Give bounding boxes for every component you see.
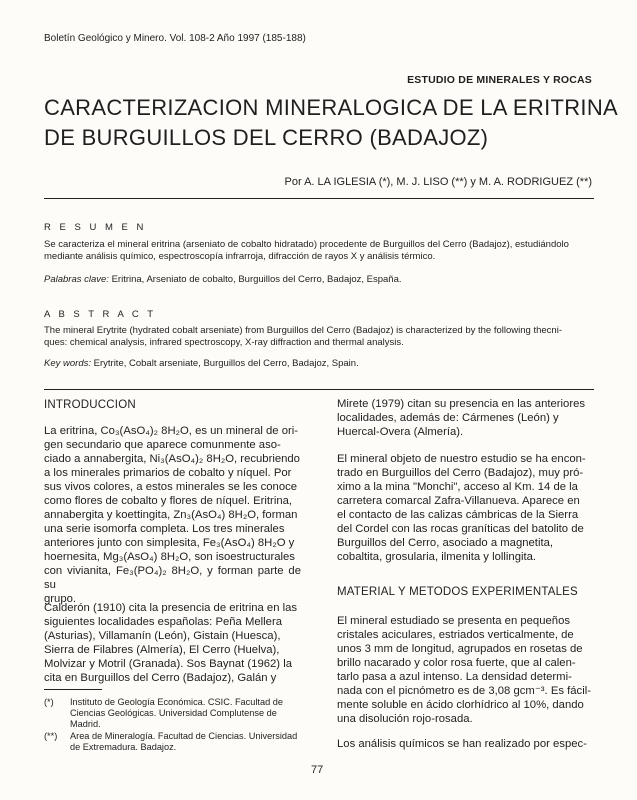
footnote-line: Instituto de Geología Económica. CSIC. Facultad de bbox=[70, 697, 283, 707]
text-line: como flores de cobalto y flores de níquel. Eritrina, bbox=[44, 495, 293, 507]
section-label: ESTUDIO DE MINERALES Y ROCAS bbox=[407, 74, 592, 86]
resumen-text bbox=[44, 239, 596, 263]
text-line: sus vivos colores, a estos minerales se les conoce bbox=[44, 481, 298, 493]
article-title bbox=[44, 93, 618, 153]
text-line: cristales aciculares, estriados verticalmente, de bbox=[337, 629, 574, 641]
text-line: hoernesita, Mg₃(AsO₄) 8H₂O, son isoestructurales bbox=[44, 551, 295, 563]
footnote-line: Ciencias Geológicas. Universidad Complutense de bbox=[70, 708, 277, 718]
top-divider bbox=[44, 198, 594, 199]
right-paragraph-3 bbox=[337, 614, 594, 726]
footnote-1 bbox=[44, 697, 306, 730]
page-number: 77 bbox=[311, 764, 324, 776]
text-line: ximo a la mina "Monchi", acceso al Km. 14 de la bbox=[337, 481, 578, 493]
footnote-mark: (**) bbox=[44, 731, 58, 741]
text-line: ciado a annabergita, Ni₃(AsO₄)₂ 8H₂O, recubriendo bbox=[44, 453, 300, 465]
title-line-1: CARACTERIZACION MINERALOGICA DE LA ERITRINA bbox=[44, 95, 618, 120]
text-line: El mineral objeto de nuestro estudio se ha encon- bbox=[337, 453, 586, 465]
text-line: el contacto de las calizas cámbricas de la Sierra bbox=[337, 509, 579, 521]
body-divider bbox=[44, 389, 594, 390]
abstract-line: ques: chemical analysis, infrared spectroscopy, X-ray diffraction and thermal analysis. bbox=[44, 337, 404, 348]
footnote-divider bbox=[44, 689, 102, 690]
right-paragraph-1 bbox=[337, 397, 594, 439]
text-line: Huercal-Overa (Almería). bbox=[337, 426, 464, 438]
abstract-line: The mineral Erytrite (hydrated cobalt arseniate) from Burguillos del Cerro (Badajoz) is characterized by the following thecni- bbox=[44, 325, 562, 336]
text-line: Mirete (1979) citan su presencia en las anteriores bbox=[337, 398, 586, 410]
text-line: tarlo pasa a azul intenso. La densidad determi- bbox=[337, 671, 572, 683]
footnote-2 bbox=[44, 731, 306, 753]
footnote-mark: (*) bbox=[44, 697, 54, 707]
text-line: gen secundario que aparece comunmente aso- bbox=[44, 439, 281, 451]
text-line: Burguillos del Cerro, asociado a magnetita, bbox=[337, 537, 554, 549]
text-line: unos 3 mm de longitud, agrupados en rosetas de bbox=[337, 643, 583, 655]
palabras-clave-label: Palabras clave: bbox=[44, 274, 109, 285]
text-line: El mineral estudiado se presenta en pequeños bbox=[337, 615, 570, 627]
introduccion-heading: INTRODUCCION bbox=[44, 399, 136, 411]
abstract-text bbox=[44, 325, 596, 349]
footnote-line: Madrid. bbox=[70, 719, 101, 729]
text-line: mente soluble en ácido clorhídrico al 10%, dando bbox=[337, 699, 584, 711]
text-line: brillo nacarado y color rosa fuerte, que al calen- bbox=[337, 657, 576, 669]
text-line: cita en Burguillos del Cerro (Badajoz), Galán y bbox=[44, 672, 277, 684]
resumen-label: R E S U M E N bbox=[44, 222, 147, 233]
key-words-label: Key words: bbox=[44, 358, 91, 369]
text-line: cobaltita, grosularia, ilmenita y lollingita. bbox=[337, 551, 537, 563]
text-line: una disolución rojo-rosada. bbox=[337, 713, 473, 725]
text-line: una serie isomorfa completa. Los tres minerales bbox=[44, 523, 285, 535]
text-line: localidades, además de: Cármenes (León) y bbox=[337, 412, 559, 424]
authors: Por A. LA IGLESIA (*), M. J. LISO (**) y M. A. RODRIGUEZ (**) bbox=[284, 176, 592, 188]
text-line: annabergita y koettingita, Zn₃(AsO₄) 8H₂O, forman bbox=[44, 509, 298, 521]
abstract-label: A B S T R A C T bbox=[44, 309, 157, 320]
palabras-clave-text: Eritrina, Arseniato de cobalto, Burguillos del Cerro, Badajoz, España. bbox=[108, 274, 402, 285]
key-words-text: Erytrite, Cobalt arseniate, Burguillos del Cerro, Badajoz, Spain. bbox=[91, 358, 359, 369]
text-line: Los análisis químicos se han realizado por espec- bbox=[337, 738, 587, 750]
text-line: anteriores junto con simplesita, Fe₃(AsO₄) 8H₂O y bbox=[44, 537, 295, 549]
intro-paragraph-2 bbox=[44, 601, 301, 685]
text-line: (Asturias), Villamanín (León), Gistain (Huesca), bbox=[44, 630, 281, 642]
text-line: Calderón (1910) cita la presencia de eritrina en las bbox=[44, 602, 298, 614]
palabras-clave bbox=[44, 274, 596, 286]
text-line: a los minerales primarios de cobalto y níquel. Por bbox=[44, 467, 292, 479]
text-line: Sierra de Filabres (Almería), El Cerro (Huelva), bbox=[44, 644, 280, 656]
footnote-line: Area de Mineralogía. Facultad de Ciencias. Universidad bbox=[70, 731, 298, 741]
text-line: La eritrina, Co₃(AsO₄)₂ 8H₂O, es un mineral de ori- bbox=[44, 425, 299, 437]
text-line: grupo. bbox=[44, 593, 77, 605]
text-line: del Cordel con las rocas graníticas del batolito de bbox=[337, 523, 584, 535]
resumen-line: Se caracteriza el mineral eritrina (arseniato de cobalto hidratado) procedente de Burguillos del Cerro (Badajoz), estudiándolo bbox=[44, 239, 569, 250]
key-words bbox=[44, 358, 596, 370]
text-line: carretera comarcal Zafra-Villanueva. Aparece en bbox=[337, 495, 580, 507]
right-paragraph-4 bbox=[337, 737, 594, 751]
material-heading: MATERIAL Y METODOS EXPERIMENTALES bbox=[337, 586, 578, 598]
resumen-line: mediante análisis químico, espectroscopía infrarroja, difracción de rayos X y análisis térmico. bbox=[44, 251, 436, 262]
text-line: Molvizar y Motril (Granada). Sos Baynat (1962) la bbox=[44, 658, 292, 670]
text-line: nada con el picnómetro es de 3,08 gcm⁻³. Es fácil- bbox=[337, 685, 591, 697]
right-paragraph-2 bbox=[337, 452, 594, 564]
footnote-line: de Extremadura. Badajoz. bbox=[70, 742, 177, 752]
journal-citation: Boletín Geológico y Minero. Vol. 108-2 Año 1997 (185-188) bbox=[44, 33, 306, 44]
intro-paragraph-1 bbox=[44, 424, 301, 606]
text-line: siguientes localidades españolas: Peña Mellera bbox=[44, 616, 283, 628]
title-line-2: DE BURGUILLOS DEL CERRO (BADAJOZ) bbox=[44, 125, 489, 150]
text-line: con vivianita, Fe₃(PO₄)₂ 8H₂O, y forman parte de su bbox=[44, 565, 301, 591]
text-line: trado en Burguillos del Cerro (Badajoz), muy pró- bbox=[337, 467, 584, 479]
